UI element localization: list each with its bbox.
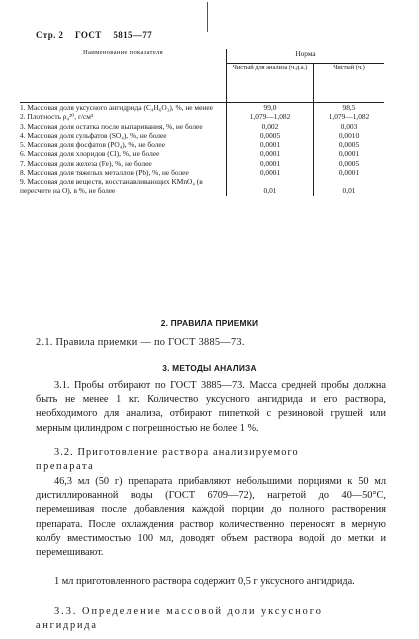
column-header-name: Наименование показателя	[20, 49, 227, 103]
table-row	[20, 159, 384, 168]
value-ch: 0,0010	[338, 130, 360, 140]
table-row	[20, 131, 384, 140]
column-header-ch: Чистый (ч.)	[314, 64, 385, 103]
value-ch: 0,01	[342, 186, 356, 196]
indicator-name: 2. Плотность ρ₄²⁰, г/см³	[20, 112, 227, 121]
indicator-name: 9. Массовая доля веществ, восстанавливающих KMnO₄ (в пересчете на O), в %, не более	[20, 177, 227, 196]
indicator-name: 6. Массовая доля хлоридов (Cl), %, не более	[20, 149, 227, 158]
table-row	[20, 122, 384, 131]
value-ch: 0,0005	[338, 158, 360, 168]
value-ch: 0,0001	[338, 167, 360, 177]
value-ch: 0,003	[340, 121, 358, 131]
value-chda: 0,002	[227, 122, 314, 131]
indicator-name: 4. Массовая доля сульфатов (SO₄), %, не более	[20, 131, 227, 140]
column-header-norma: Норма	[227, 49, 385, 64]
standard-label: ГОСТ	[74, 30, 102, 40]
paragraph-3-1: 3.1. Пробы отбирают по ГОСТ 3885—73. Масса средней пробы должна быть не менее 1 кг. Количество уксусного ангидрида и его раствора, необходимого для анализа, отбирают пипеткой с резиновой грушей или мерным цилиндром с погрешностью не более 1 %.	[36, 380, 386, 434]
value-chda: 0,0001	[227, 140, 314, 149]
indicator-name: 1. Массовая доля уксусного ангидрида (C₄H₆O₃), %, не менее	[20, 103, 227, 113]
section-2-text: 2.1. Правила приемки — по ГОСТ 3885—73.	[36, 337, 245, 348]
paragraph-3-3-title-cont: ангидрида	[36, 620, 98, 631]
value-chda: 0,0001	[227, 168, 314, 177]
scan-mark	[207, 2, 208, 32]
table-row	[20, 112, 384, 121]
table-row	[20, 168, 384, 177]
value-ch: 1,079—1,082	[328, 112, 370, 122]
paragraph-3-2-note: 1 мл приготовленного раствора содержит 0,5 г уксусного ангидрида.	[54, 576, 355, 587]
value-ch: 0,0005	[338, 140, 360, 149]
indicator-name: 8. Массовая доля тяжелых металлов (Pb), %, не более	[20, 168, 227, 177]
section-3-title: 3. МЕТОДЫ АНАЛИЗА	[162, 363, 257, 373]
indicator-name: 5. Массовая доля фосфатов (PO₄), %, не более	[20, 140, 227, 149]
paragraph-3-3-title: 3.3. Определение массовой доли уксусного	[54, 606, 323, 617]
table-body	[20, 103, 384, 196]
paragraph-3-2-body: 46,3 мл (50 г) препарата прибавляют небольшими порциями к 50 мл дистиллированной воды (ГОСТ 6709—72), нагретой до 40—50°С, перемешивая после добавления каждой порции до полного растворения препарата. После охлаждения раствор количественно переносят в мерную колбу вместимостью 100 мл, доводят объем раствора водой до метки и перемешивают.	[36, 476, 386, 559]
indicator-name: 3. Массовая доля остатка после выпаривания, %, не более	[20, 122, 227, 131]
value-chda: 0,0001	[227, 149, 314, 158]
paragraph-3-2-title: 3.2. Приготовление раствора анализируемого	[54, 447, 299, 458]
table-row	[20, 149, 384, 158]
table-row	[20, 177, 384, 196]
table-row	[20, 103, 384, 113]
value-chda: 1,079—1,082	[227, 112, 314, 121]
value-ch: 0,0001	[338, 149, 360, 159]
column-header-chda: Чистый для анализа (ч.д.а.)	[227, 64, 314, 103]
page-header	[36, 30, 161, 40]
section-2-title: 2. ПРАВИЛА ПРИЕМКИ	[160, 318, 259, 328]
standard-number: 5815—77	[113, 30, 153, 40]
norms-table	[20, 49, 384, 196]
value-ch: 98,5	[342, 103, 356, 112]
value-chda: 0,0001	[227, 159, 314, 168]
value-chda: 0,01	[227, 177, 314, 196]
indicator-name: 7. Массовая доля железа (Fe), %, не более	[20, 159, 227, 168]
value-chda: 99,0	[227, 103, 314, 113]
paragraph-3-2-title-cont: препарата	[36, 461, 95, 472]
table-row	[20, 140, 384, 149]
page-number: Стр. 2	[36, 30, 64, 40]
value-chda: 0,0005	[227, 131, 314, 140]
